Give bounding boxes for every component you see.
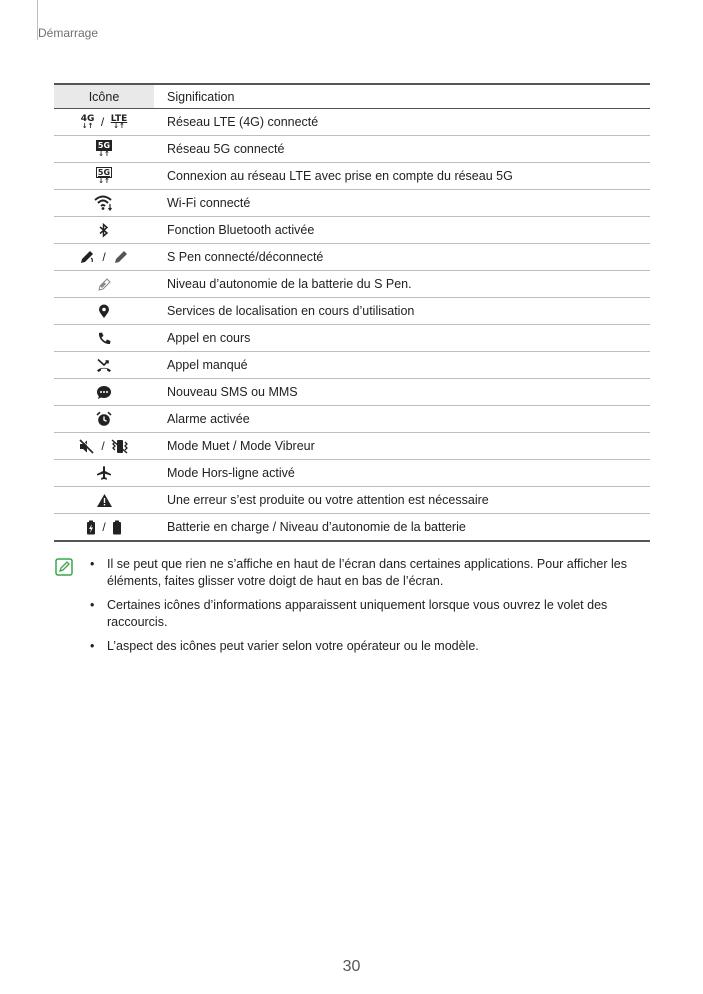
- vibrate-icon: [111, 439, 129, 454]
- row-meaning: Alarme activée: [154, 406, 650, 433]
- table-row: [54, 271, 650, 298]
- row-meaning: Niveau d’autonomie de la batterie du S Pen.: [154, 271, 650, 298]
- table-header-row: [54, 84, 650, 109]
- bluetooth-icon: [99, 223, 109, 238]
- table-row: [54, 217, 650, 244]
- 5g-nsa-icon: 5G ↓↑: [97, 168, 111, 185]
- table-row: / Batterie en charge / Niveau d’autonomie de la batterie: [54, 514, 650, 542]
- row-meaning: Appel en cours: [154, 325, 650, 352]
- warning-icon: [96, 493, 113, 508]
- header-meaning: Signification: [154, 84, 650, 109]
- row-meaning: Nouveau SMS ou MMS: [154, 379, 650, 406]
- s-pen-battery-icon: [96, 276, 112, 292]
- 5g-icon: 5G ↓↑: [97, 141, 111, 158]
- row-meaning: Services de localisation en cours d’utilisation: [154, 298, 650, 325]
- row-meaning: Une erreur s’est produite ou votre attention est nécessaire: [154, 487, 650, 514]
- table-row: [54, 163, 650, 190]
- call-icon: [97, 331, 112, 346]
- header-icon: Icône: [54, 84, 154, 109]
- note-item: • L’aspect des icônes peut varier selon votre opérateur ou le modèle.: [90, 638, 630, 655]
- battery-charging-icon: [86, 520, 96, 535]
- notes-list: [90, 556, 630, 662]
- row-meaning: S Pen connecté/déconnecté: [154, 244, 650, 271]
- row-meaning: Batterie en charge / Niveau d’autonomie de la batterie: [154, 514, 650, 542]
- missed-call-icon: [96, 358, 112, 373]
- location-icon: [98, 304, 110, 319]
- mute-icon: [79, 439, 95, 454]
- icon-table: [54, 83, 650, 542]
- s-pen-connected-icon: [78, 249, 96, 265]
- table-row: 4G ↓↑ / LTE ↓↑ Réseau LTE (4G) connecté: [54, 109, 650, 136]
- table-row: [54, 325, 650, 352]
- section-header: Démarrage: [38, 26, 99, 40]
- table-row: / S Pen connecté/déconnecté: [54, 244, 650, 271]
- row-meaning: Appel manqué: [154, 352, 650, 379]
- page-number: 30: [342, 958, 361, 975]
- wifi-icon: [94, 195, 114, 211]
- table-row: [54, 460, 650, 487]
- airplane-icon: [96, 465, 112, 481]
- table-row: [54, 136, 650, 163]
- table-row: [54, 298, 650, 325]
- row-meaning: Wi-Fi connecté: [154, 190, 650, 217]
- table-row: [54, 352, 650, 379]
- row-meaning: Mode Hors-ligne activé: [154, 460, 650, 487]
- alarm-icon: [96, 411, 112, 427]
- row-meaning: Réseau LTE (4G) connecté: [154, 109, 650, 136]
- table-row: [54, 487, 650, 514]
- battery-level-icon: [112, 520, 122, 535]
- row-meaning: Fonction Bluetooth activée: [154, 217, 650, 244]
- table-row: [54, 379, 650, 406]
- row-meaning: Connexion au réseau LTE avec prise en compte du réseau 5G: [154, 163, 650, 190]
- row-meaning: Réseau 5G connecté: [154, 136, 650, 163]
- note-icon: [55, 558, 73, 576]
- row-meaning: Mode Muet / Mode Vibreur: [154, 433, 650, 460]
- table-row: [54, 406, 650, 433]
- table-row: [54, 190, 650, 217]
- 4g-icon: 4G ↓↑: [80, 113, 95, 130]
- lte-icon: LTE ↓↑: [110, 113, 128, 130]
- message-icon: [96, 385, 112, 400]
- note-item: • Certaines icônes d’informations apparaissent uniquement lorsque vous ouvrez le volet des raccourcis.: [90, 597, 630, 631]
- note-item: • Il se peut que rien ne s’affiche en haut de l’écran dans certaines applications. Pour afficher les éléments, faites glisser votre doigt de haut en bas de l’écran.: [90, 556, 630, 590]
- table-row: / Mode Muet / Mode Vibreur: [54, 433, 650, 460]
- s-pen-disconnected-icon: [112, 249, 130, 265]
